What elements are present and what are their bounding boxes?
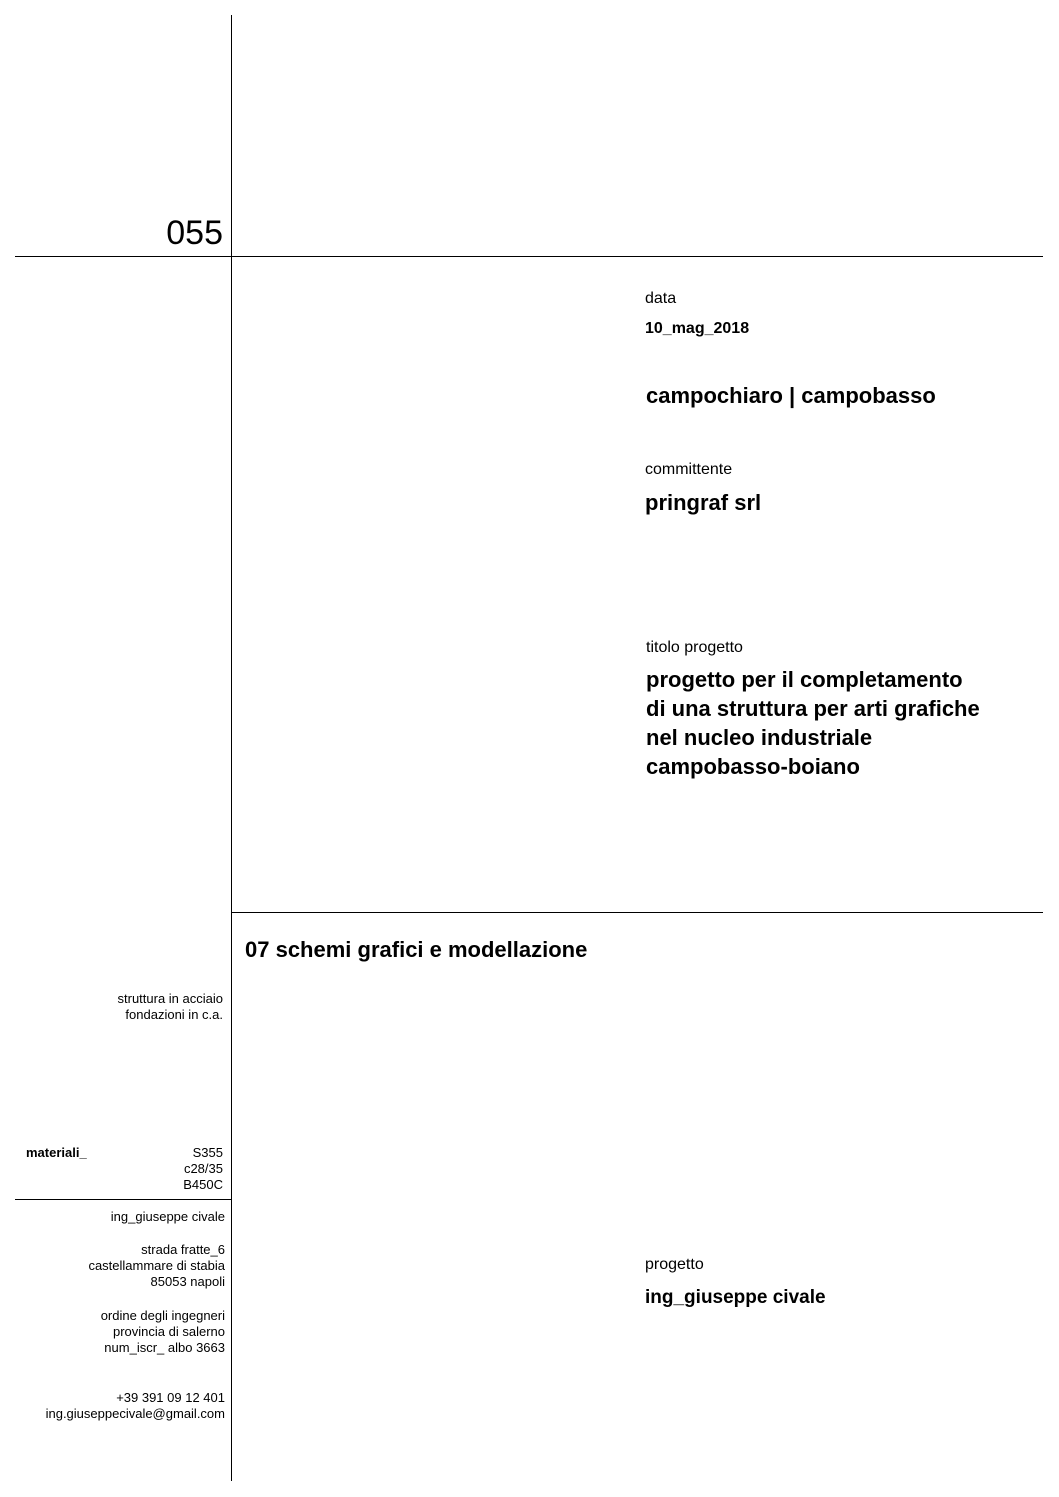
left-divider (15, 1199, 231, 1200)
project-label: progetto (645, 1256, 704, 1273)
structure-info (118, 991, 224, 1023)
structure-line: struttura in acciaio (117, 991, 223, 1006)
project-value: ing_giuseppe civale (645, 1287, 826, 1308)
client-value: pringraf srl (645, 490, 762, 515)
address-line: strada fratte_6 (141, 1242, 225, 1257)
project-title-line: campobasso-boiano (646, 754, 860, 779)
engineer-name: ing_giuseppe civale (110, 1209, 225, 1224)
engineer-contacts (46, 1390, 225, 1422)
phone-number: +39 391 09 12 401 (116, 1390, 225, 1405)
address-line: castellammare di stabia (88, 1258, 225, 1273)
material-item: B450C (183, 1177, 223, 1192)
material-item: c28/35 (183, 1161, 223, 1176)
client-label: committente (645, 461, 733, 478)
engineer-address (88, 1242, 225, 1290)
date-value: 10_mag_2018 (645, 320, 750, 337)
section-title: 07 schemi grafici e modellazione (245, 937, 588, 962)
project-title-line: nel nucleo industriale (646, 725, 873, 750)
top-divider (15, 256, 1043, 257)
registration-line: ordine degli ingegneri (100, 1308, 225, 1323)
registration-line: provincia di salerno (112, 1324, 225, 1339)
materials-label: materiali_ (26, 1145, 87, 1160)
engineer-registration (101, 1308, 225, 1356)
address-line: 85053 napoli (150, 1274, 225, 1289)
project-title (646, 665, 980, 781)
sheet-number: 055 (166, 214, 223, 252)
project-title-label: titolo progetto (646, 639, 743, 656)
location: campochiaro | campobasso (646, 383, 936, 408)
project-title-line: progetto per il completamento (646, 667, 963, 692)
date-label: data (645, 290, 677, 307)
email-address: ing.giuseppecivale@gmail.com (45, 1406, 225, 1421)
project-title-line: di una struttura per arti grafiche (646, 696, 980, 721)
structure-line: fondazioni in c.a. (125, 1007, 223, 1022)
material-item: S355 (192, 1145, 223, 1160)
middle-divider (231, 912, 1043, 913)
registration-line: num_iscr_ albo 3663 (104, 1340, 225, 1355)
materials-values (183, 1145, 223, 1193)
vertical-divider (231, 15, 232, 1481)
